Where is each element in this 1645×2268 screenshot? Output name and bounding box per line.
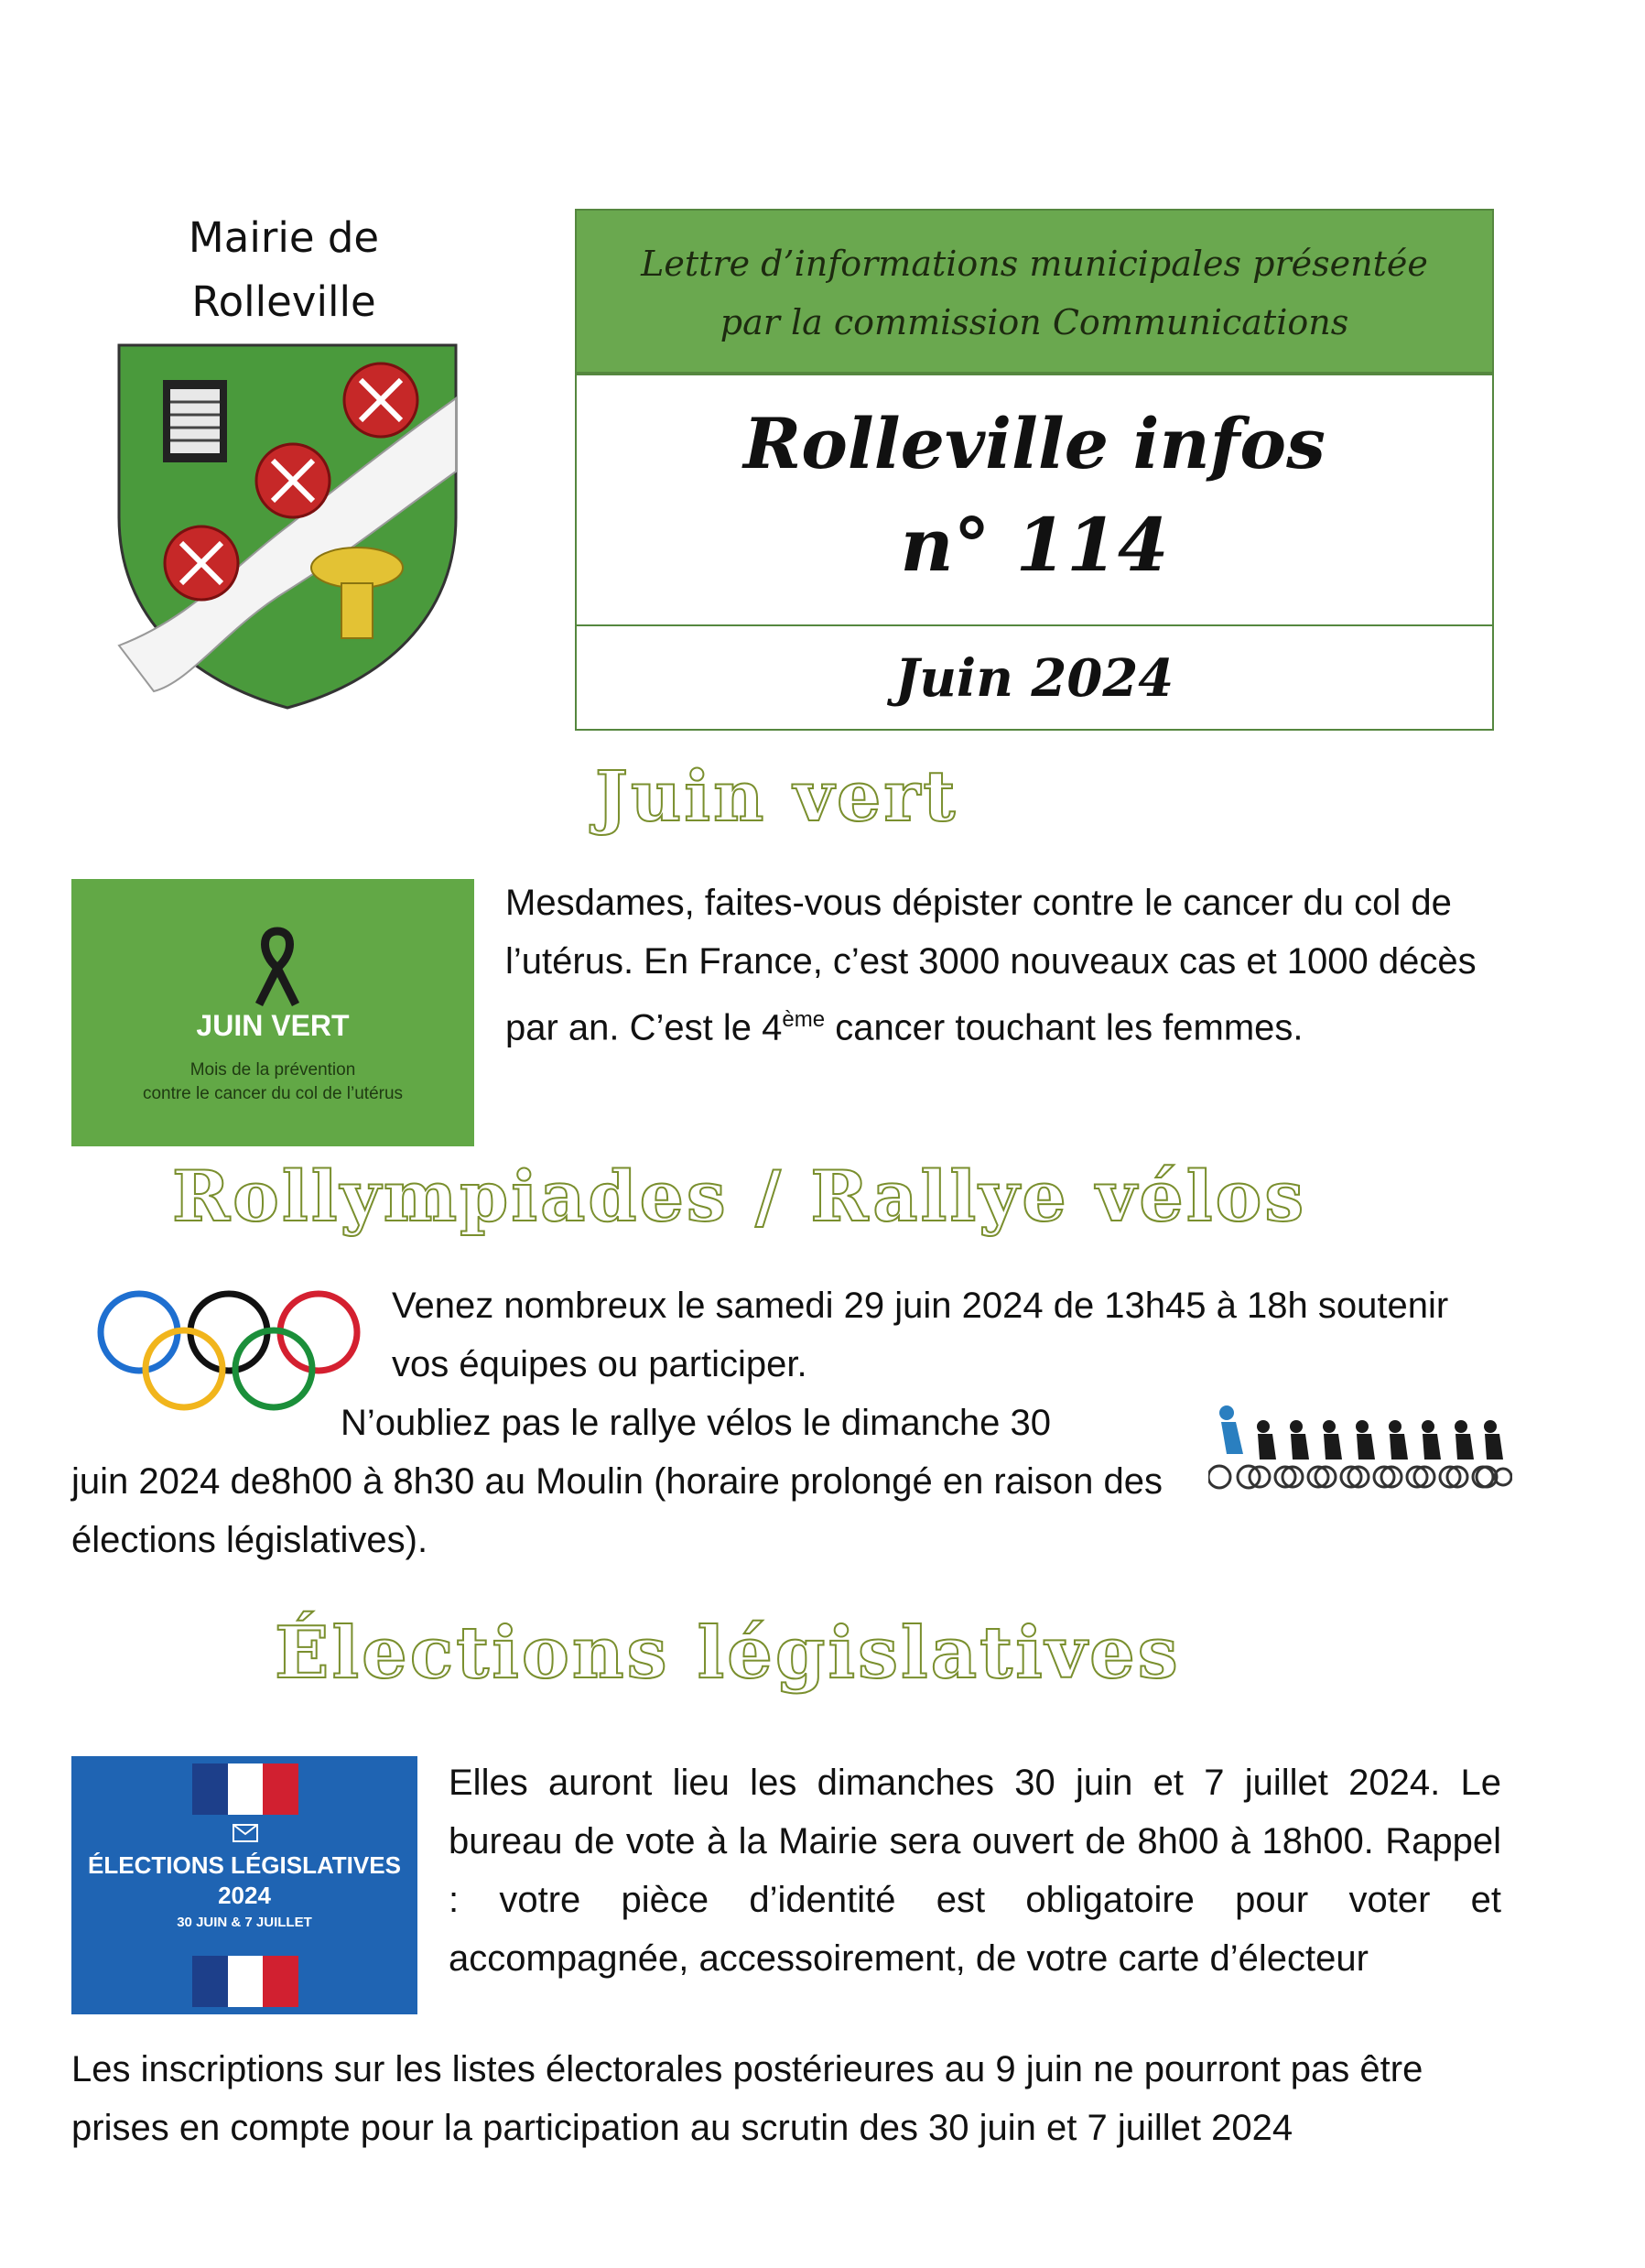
juin-vert-image-title: JUIN VERT	[196, 1009, 350, 1042]
mairie-label	[137, 206, 430, 334]
header-title-box	[575, 374, 1494, 731]
elections-image	[71, 1756, 417, 2014]
rollympiades-text: Venez nombreux le samedi 29 juin 2024 de 13h45 à 18h soutenir vos équipes ou participer.	[392, 1286, 1449, 1384]
coat-of-arms-icon	[117, 343, 458, 710]
issue-number: n° 114	[900, 502, 1169, 588]
ribbon-icon	[250, 927, 305, 1009]
header-subtitle-line1: Lettre d’informations municipales présentée	[641, 244, 1428, 284]
header-divider	[577, 624, 1492, 626]
juin-vert-text	[505, 874, 1503, 1057]
juin-vert-image-sub1: Mois de la prévention	[189, 1060, 356, 1080]
rallye-text-line1: N’oubliez pas le rallye vélos le dimanche 30	[341, 1403, 1051, 1443]
elections-image-title: ÉLECTIONS LÉGISLATIVES	[88, 1851, 401, 1879]
envelope-icon	[233, 1824, 258, 1842]
juin-vert-image-subtitle	[71, 1058, 474, 1106]
elections-text: Elles auront lieu les dimanches 30 juin et 7 juillet 2024. Le bureau de vote à la Mairie sera ouvert de 8h00 à 18h00. Rappel : votre pièce d’identité est obligatoire pour voter et accompagnée, accessoirement, de votre carte d’électeur	[449, 1763, 1501, 1979]
mairie-line1: Mairie de	[188, 213, 380, 262]
section-heading-rollympiades: Rollympiades / Rallye vélos	[172, 1156, 1307, 1237]
juin-vert-text-part2: cancer touchant les femmes.	[825, 1007, 1304, 1048]
juin-vert-text-part1: Mesdames, faites-vous dépister contre le cancer du col de l’utérus. En France, c’est 3000 nouveaux cas et 1000 décès par an. C’est le 4	[505, 883, 1477, 1048]
olympic-rings-icon	[92, 1286, 366, 1415]
newsletter-title: Rolleville infos	[743, 403, 1326, 484]
rallye-text-rest: juin 2024 de8h00 à 8h30 au Moulin (horaire prolongé en raison des élections législatives).	[71, 1461, 1163, 1560]
issue-date: Juin 2024	[894, 648, 1174, 709]
elections-registration-text: Les inscriptions sur les listes électorales postérieures au 9 juin ne pourront pas être prises en compte pour la participation au scrutin des 30 juin et 7 juillet 2024	[71, 2049, 1423, 2148]
header-band	[575, 209, 1494, 374]
french-flag-icon	[192, 1763, 298, 1815]
juin-vert-text-sup: ème	[782, 1007, 826, 1032]
newsletter-header	[575, 209, 1494, 731]
cyclists-icon	[1208, 1399, 1512, 1500]
section-heading-elections: Élections législatives	[275, 1611, 1181, 1695]
section-heading-juin-vert: Juin vert	[595, 755, 958, 837]
french-flag-icon	[192, 1956, 298, 2007]
juin-vert-image	[71, 879, 474, 1146]
elections-image-dates: 30 JUIN & 7 JUILLET	[177, 1915, 312, 1930]
header-subtitle-line2: par la commission Communications	[720, 302, 1349, 342]
juin-vert-image-sub2: contre le cancer du col de l’utérus	[142, 1084, 404, 1103]
mairie-line2: Rolleville	[191, 277, 376, 326]
elections-image-year: 2024	[218, 1882, 271, 1909]
